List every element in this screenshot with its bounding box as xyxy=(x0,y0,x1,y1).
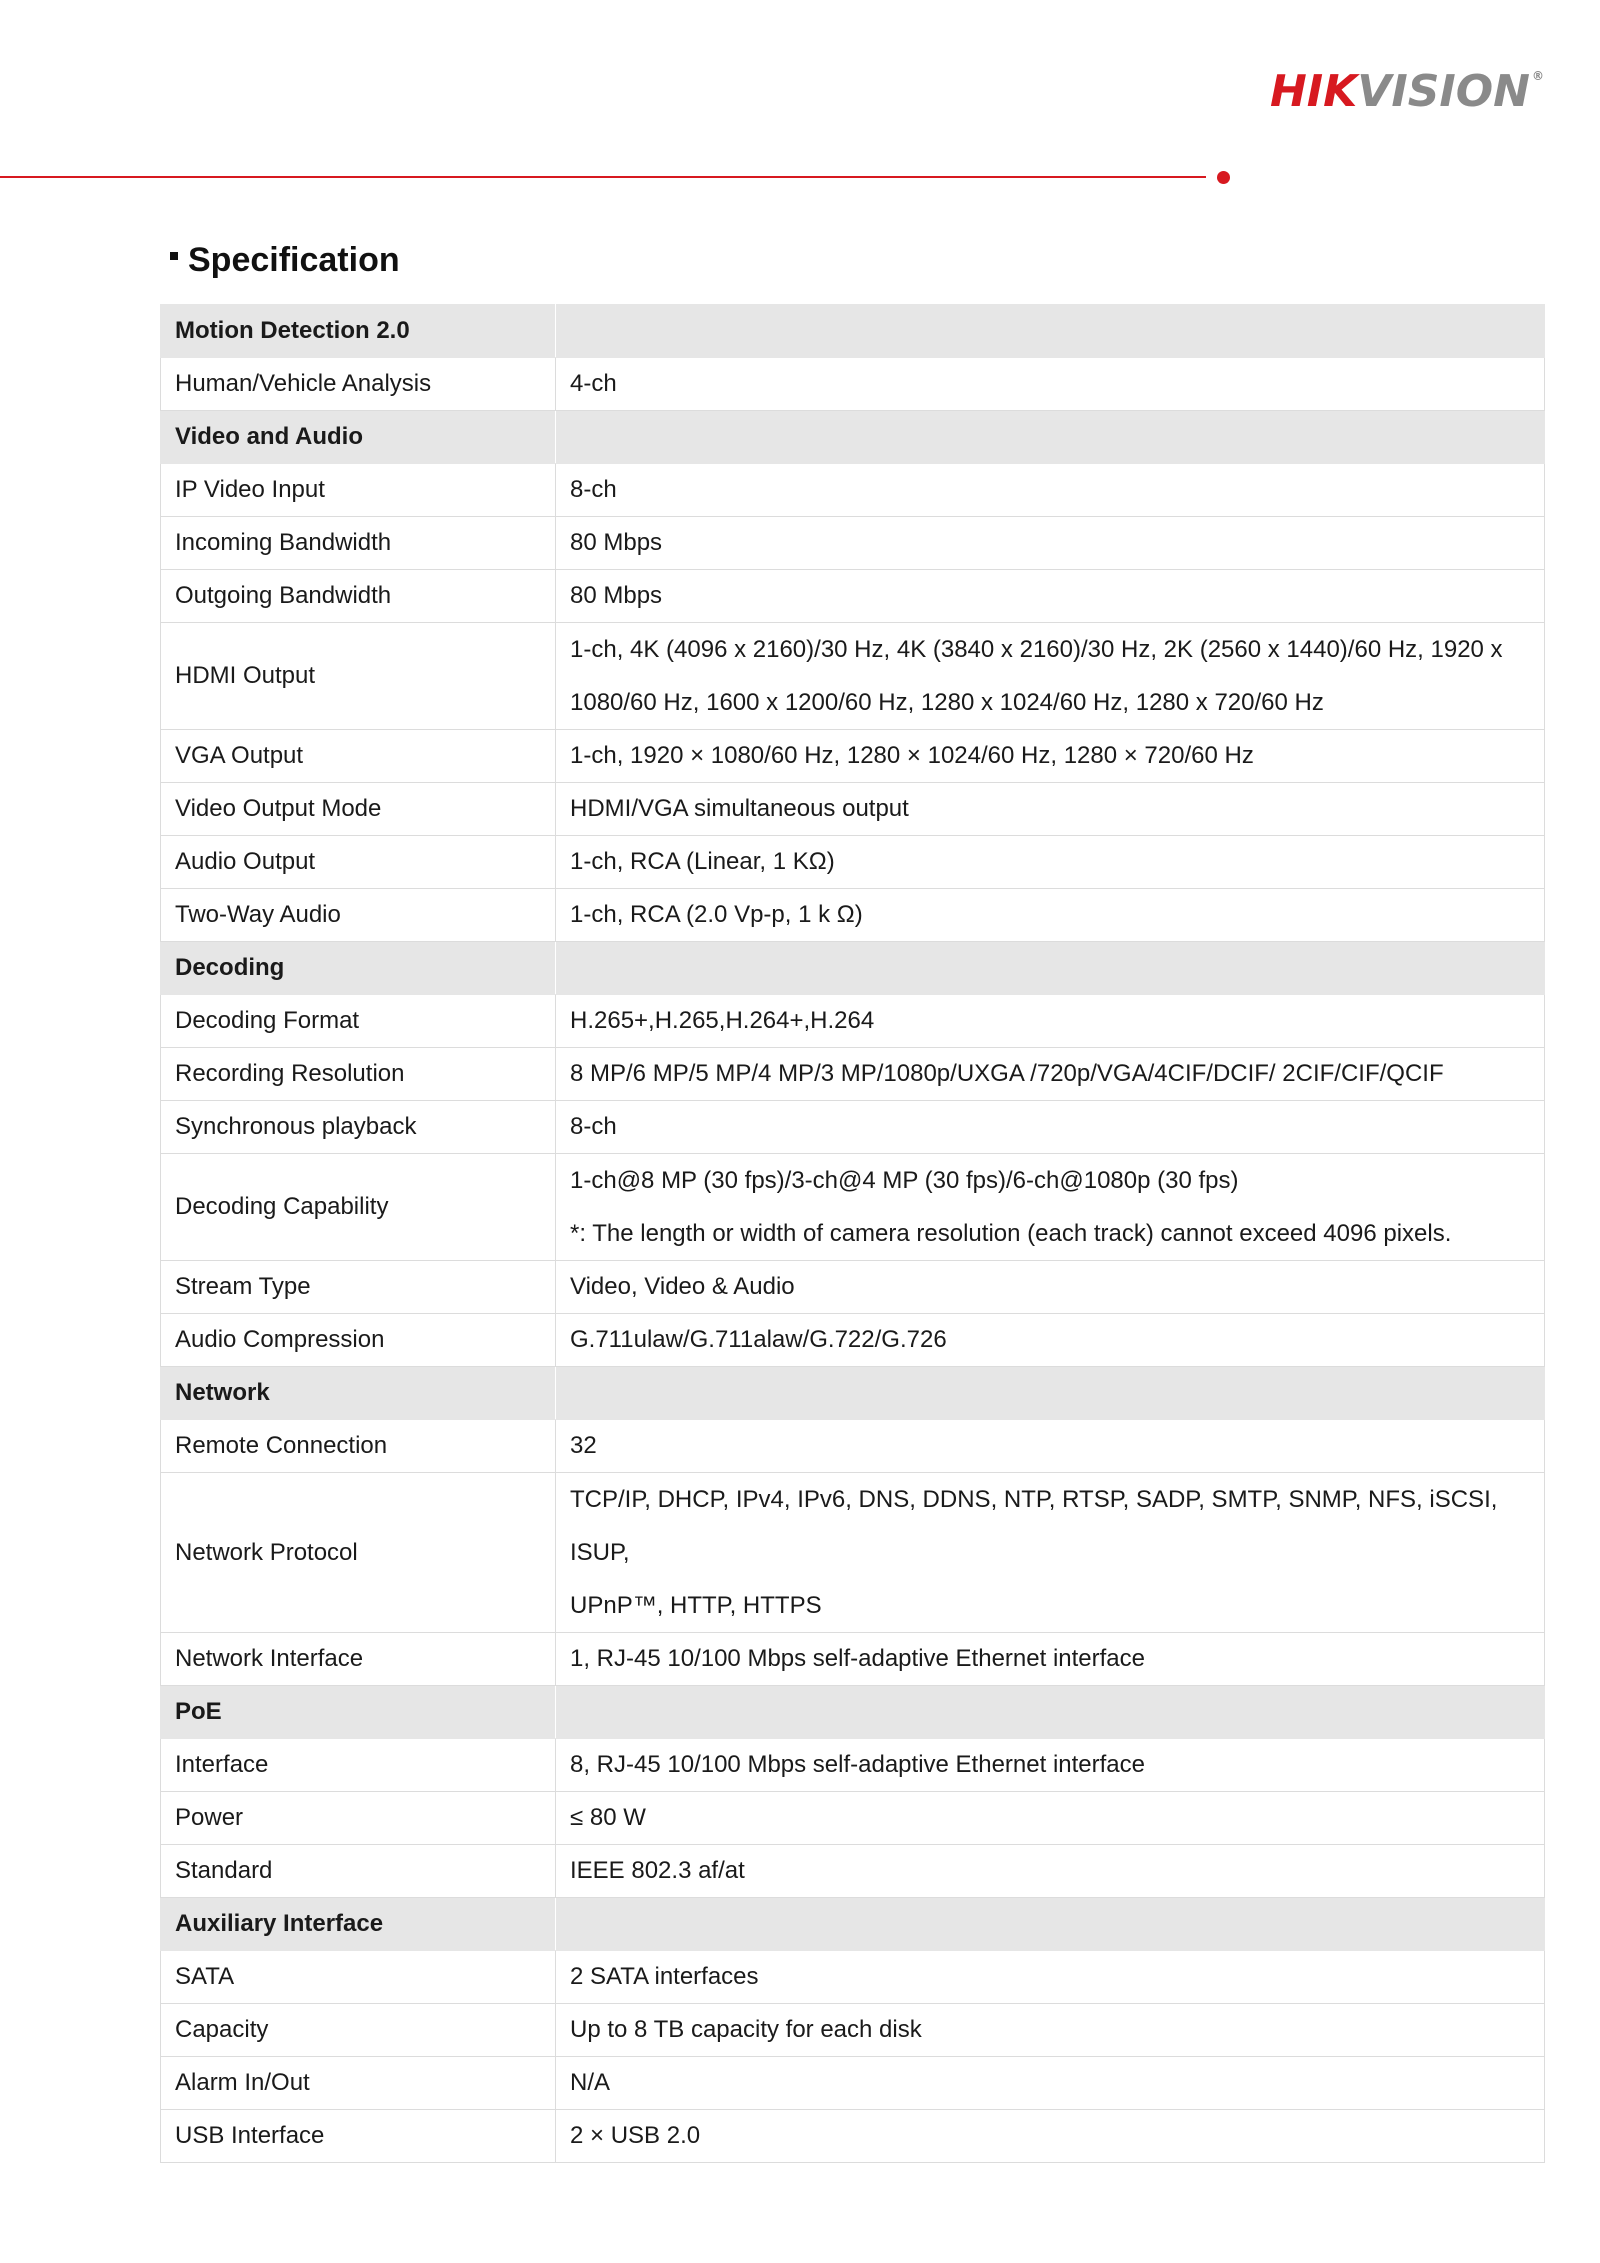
spec-label: Power xyxy=(161,1792,556,1845)
spec-value xyxy=(556,570,1545,623)
spec-value xyxy=(556,1314,1545,1367)
spec-label: HDMI Output xyxy=(161,623,556,730)
spec-value xyxy=(556,1473,1545,1633)
spec-label: Capacity xyxy=(161,2004,556,2057)
spec-row xyxy=(161,570,1545,623)
spec-group-heading: Decoding xyxy=(161,942,556,995)
spec-label: Synchronous playback xyxy=(161,1101,556,1154)
spec-value-line: 32 xyxy=(570,1432,597,1459)
spec-row xyxy=(161,1792,1545,1845)
spec-row xyxy=(161,889,1545,942)
spec-row xyxy=(161,1314,1545,1367)
logo-registered-mark: ® xyxy=(1532,69,1544,83)
spec-value xyxy=(556,517,1545,570)
spec-value-line: UPnP™, HTTP, HTTPS xyxy=(570,1592,822,1619)
spec-label: Incoming Bandwidth xyxy=(161,517,556,570)
spec-value xyxy=(556,1101,1545,1154)
spec-label: Network Interface xyxy=(161,1633,556,1686)
spec-value xyxy=(556,1845,1545,1898)
spec-label: Decoding Capability xyxy=(161,1154,556,1261)
hikvision-logo xyxy=(1269,66,1544,117)
spec-value-line: TCP/IP, DHCP, IPv4, IPv6, DNS, DDNS, NTP, RTSP, SADP, SMTP, SNMP, NFS, iSCSI, ISUP, xyxy=(570,1486,1498,1566)
spec-value xyxy=(556,995,1545,1048)
spec-value-line: 80 Mbps xyxy=(570,582,663,609)
spec-row xyxy=(161,783,1545,836)
spec-label: Decoding Format xyxy=(161,995,556,1048)
spec-value-line: 1-ch, RCA (Linear, 1 KΩ) xyxy=(570,848,835,875)
spec-label: Two-Way Audio xyxy=(161,889,556,942)
spec-row xyxy=(161,517,1545,570)
spec-value xyxy=(556,783,1545,836)
spec-row xyxy=(161,1154,1545,1261)
spec-value-line: 8, RJ-45 10/100 Mbps self-adaptive Ethernet interface xyxy=(570,1751,1145,1778)
spec-value xyxy=(556,358,1545,411)
spec-label: USB Interface xyxy=(161,2110,556,2163)
header-rule xyxy=(0,176,1206,178)
spec-value-line: 1-ch, RCA (2.0 Vp-p, 1 k Ω) xyxy=(570,901,863,928)
spec-value-line: 1-ch, 1920 × 1080/60 Hz, 1280 × 1024/60 Hz, 1280 × 720/60 Hz xyxy=(570,742,1254,769)
title-bullet-icon xyxy=(170,252,178,260)
spec-value-line: ≤ 80 W xyxy=(570,1804,646,1831)
header-rule-dot xyxy=(1217,171,1230,184)
spec-label: Interface xyxy=(161,1739,556,1792)
spec-value xyxy=(556,2004,1545,2057)
spec-label: IP Video Input xyxy=(161,464,556,517)
spec-value-line: N/A xyxy=(570,2069,611,2096)
spec-label: Human/Vehicle Analysis xyxy=(161,358,556,411)
spec-row xyxy=(161,2057,1545,2110)
spec-value-line: Video, Video & Audio xyxy=(570,1273,795,1300)
spec-group-row xyxy=(161,411,1545,464)
spec-label: Outgoing Bandwidth xyxy=(161,570,556,623)
spec-group-row xyxy=(161,305,1545,358)
spec-group-heading: Auxiliary Interface xyxy=(161,1898,556,1951)
spec-label: Network Protocol xyxy=(161,1473,556,1633)
spec-value-line: HDMI/VGA simultaneous output xyxy=(570,795,909,822)
spec-value xyxy=(556,730,1545,783)
spec-group-filler xyxy=(556,411,1545,464)
spec-value-line: *: The length or width of camera resolution (each track) cannot exceed 4096 pixels. xyxy=(570,1220,1452,1247)
spec-value-line: H.265+,H.265,H.264+,H.264 xyxy=(570,1007,875,1034)
spec-value-line: 8-ch xyxy=(570,1113,617,1140)
spec-label: Audio Compression xyxy=(161,1314,556,1367)
spec-group-filler xyxy=(556,1686,1545,1739)
spec-row xyxy=(161,1951,1545,2004)
spec-row xyxy=(161,1048,1545,1101)
spec-label: SATA xyxy=(161,1951,556,2004)
spec-group-heading: Video and Audio xyxy=(161,411,556,464)
spec-group-filler xyxy=(556,305,1545,358)
spec-value xyxy=(556,1792,1545,1845)
spec-group-row xyxy=(161,1367,1545,1420)
spec-label: Standard xyxy=(161,1845,556,1898)
spec-label: Video Output Mode xyxy=(161,783,556,836)
spec-label: Stream Type xyxy=(161,1261,556,1314)
logo-part-vision: VISION xyxy=(1357,66,1530,117)
spec-row xyxy=(161,995,1545,1048)
spec-value-line: Up to 8 TB capacity for each disk xyxy=(570,2016,922,2043)
spec-value xyxy=(556,2110,1545,2163)
spec-row xyxy=(161,623,1545,730)
spec-value-line: 2 SATA interfaces xyxy=(570,1963,759,1990)
spec-group-row xyxy=(161,942,1545,995)
spec-row xyxy=(161,1739,1545,1792)
spec-value xyxy=(556,1951,1545,2004)
spec-value xyxy=(556,1633,1545,1686)
spec-value xyxy=(556,623,1545,730)
spec-value xyxy=(556,2057,1545,2110)
spec-group-heading: PoE xyxy=(161,1686,556,1739)
spec-group-filler xyxy=(556,1898,1545,1951)
logo-part-hik: HIK xyxy=(1269,66,1358,117)
section-title xyxy=(170,240,400,281)
spec-row xyxy=(161,836,1545,889)
spec-value-line: 1080/60 Hz, 1600 x 1200/60 Hz, 1280 x 1024/60 Hz, 1280 x 720/60 Hz xyxy=(570,689,1324,716)
spec-value xyxy=(556,1420,1545,1473)
spec-value xyxy=(556,889,1545,942)
spec-value-line: 1-ch, 4K (4096 x 2160)/30 Hz, 4K (3840 x 2160)/30 Hz, 2K (2560 x 1440)/60 Hz, 1920 x xyxy=(570,636,1503,663)
spec-value-line: 80 Mbps xyxy=(570,529,663,556)
spec-row xyxy=(161,730,1545,783)
spec-row xyxy=(161,464,1545,517)
spec-row xyxy=(161,358,1545,411)
spec-value xyxy=(556,1048,1545,1101)
spec-row xyxy=(161,1261,1545,1314)
spec-value-line: 4-ch xyxy=(570,370,617,397)
spec-row xyxy=(161,1845,1545,1898)
spec-group-heading: Motion Detection 2.0 xyxy=(161,305,556,358)
spec-row xyxy=(161,1101,1545,1154)
spec-group-row xyxy=(161,1686,1545,1739)
spec-label: Alarm In/Out xyxy=(161,2057,556,2110)
spec-value-line: 2 × USB 2.0 xyxy=(570,2122,701,2149)
spec-group-row xyxy=(161,1898,1545,1951)
spec-value-line: IEEE 802.3 af/at xyxy=(570,1857,745,1884)
spec-group-filler xyxy=(556,942,1545,995)
spec-label: Audio Output xyxy=(161,836,556,889)
spec-value xyxy=(556,1739,1545,1792)
spec-label: Remote Connection xyxy=(161,1420,556,1473)
spec-label: Recording Resolution xyxy=(161,1048,556,1101)
spec-value xyxy=(556,1154,1545,1261)
spec-group-filler xyxy=(556,1367,1545,1420)
spec-value xyxy=(556,1261,1545,1314)
spec-value xyxy=(556,836,1545,889)
section-title-text: Specification xyxy=(188,241,400,279)
spec-value-line: 1, RJ-45 10/100 Mbps self-adaptive Ethernet interface xyxy=(570,1645,1145,1672)
spec-value-line: 1-ch@8 MP (30 fps)/3-ch@4 MP (30 fps)/6-ch@1080p (30 fps) xyxy=(570,1167,1239,1194)
spec-label: VGA Output xyxy=(161,730,556,783)
spec-row xyxy=(161,2110,1545,2163)
spec-value-line: 8-ch xyxy=(570,476,617,503)
spec-group-heading: Network xyxy=(161,1367,556,1420)
spec-row xyxy=(161,1633,1545,1686)
spec-row xyxy=(161,1420,1545,1473)
specification-table xyxy=(160,304,1545,2163)
spec-value-line: 8 MP/6 MP/5 MP/4 MP/3 MP/1080p/UXGA /720p/VGA/4CIF/DCIF/ 2CIF/CIF/QCIF xyxy=(570,1060,1444,1087)
spec-row xyxy=(161,2004,1545,2057)
spec-value xyxy=(556,464,1545,517)
spec-value-line: G.711ulaw/G.711alaw/G.722/G.726 xyxy=(570,1326,947,1353)
spec-row xyxy=(161,1473,1545,1633)
